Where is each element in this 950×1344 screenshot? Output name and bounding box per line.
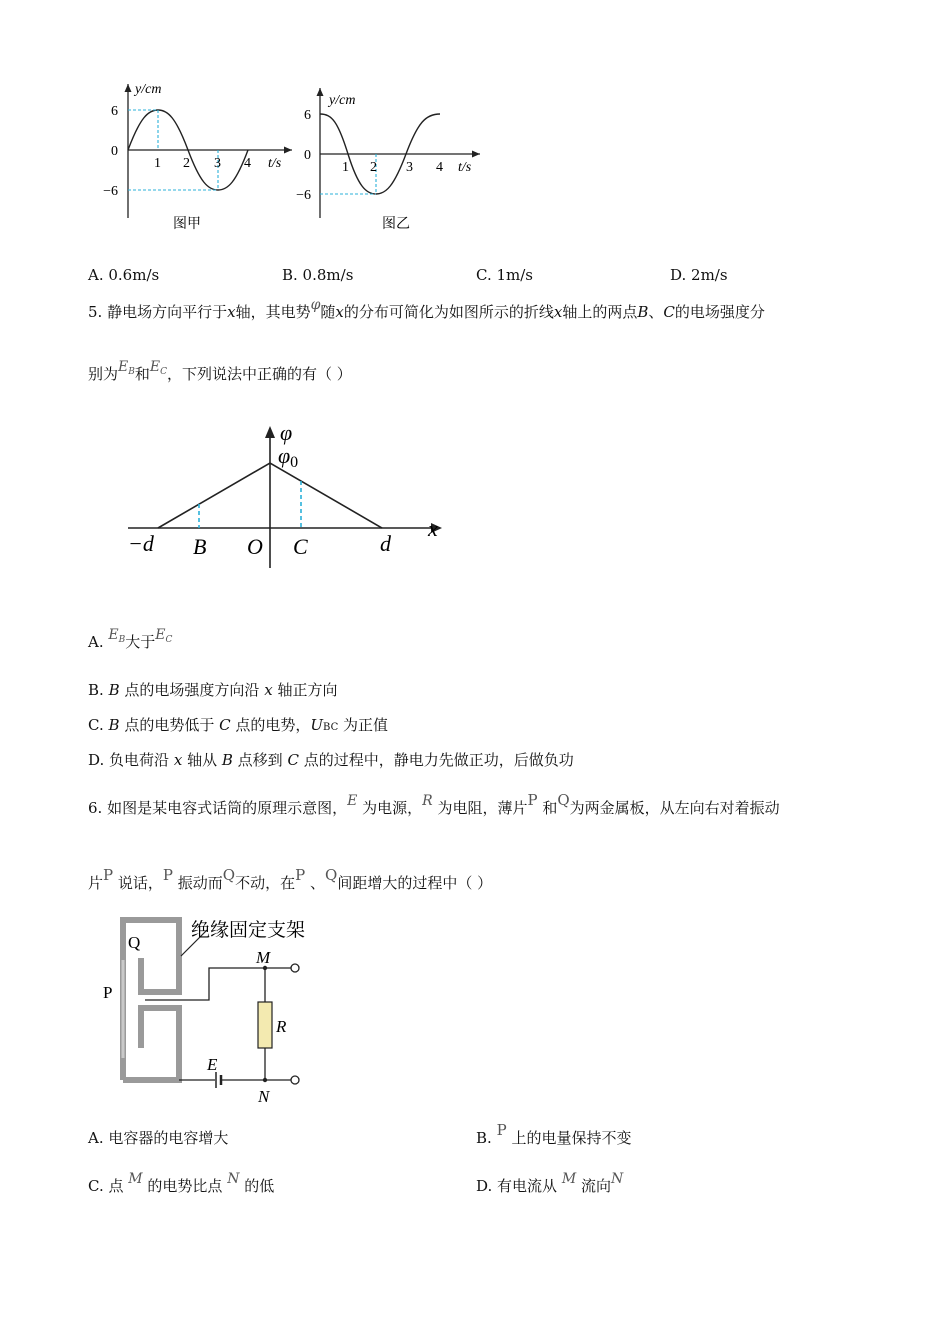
bracket-label: 绝缘固定支架 — [191, 919, 306, 941]
graph-b-ytick-0: 0 — [304, 148, 311, 163]
graph-b-xtick-4: 4 — [436, 160, 443, 175]
graph-a-ytick-0: 0 — [111, 144, 118, 159]
node-n-label: N — [258, 1087, 270, 1106]
q6-stem-line2: 片P 说话，P 振动而Q不动，在P 、Q间距增大的过程中（ ） — [88, 866, 493, 892]
plate-q-label: Q — [128, 933, 141, 952]
battery-label: E — [207, 1055, 218, 1074]
q5-option-c[interactable]: C. B 点的电势低于 C 点的电势，UBC 为正值 — [88, 716, 389, 734]
ec-symbol: $E_C$ — [149, 359, 168, 377]
graph-a-xtick-1: 1 — [154, 156, 161, 171]
phi0-label: φ0 — [278, 443, 299, 471]
phi-symbol: φ — [310, 297, 321, 313]
graph-b-ytick-6: 6 — [304, 108, 311, 123]
graph-a — [92, 78, 302, 238]
phi-axis-label: φ — [280, 420, 293, 445]
q4-option-d[interactable]: D. 2m/s — [670, 266, 728, 284]
q5-stem-line2: 别为$E_B$和$E_C$，下列说法中正确的有（ ） — [88, 359, 352, 383]
q4-option-c[interactable]: C. 1m/s — [476, 266, 533, 284]
graph-a-xtick-2: 2 — [183, 156, 190, 171]
graph-a-xlabel: t/s — [268, 156, 282, 171]
graph-b — [290, 80, 490, 240]
resistor-label: R — [276, 1017, 287, 1036]
q6-option-d[interactable]: D. 有电流从 M 流向N — [476, 1171, 624, 1195]
point-b-label: B — [193, 534, 207, 559]
point-c-label: C — [293, 534, 308, 559]
graph-b-ytick-neg6: −6 — [296, 188, 311, 203]
q5-option-d[interactable]: D. 负电荷沿 x 轴从 B 点移到 C 点的过程中，静电力先做正功，后做负功 — [88, 751, 574, 769]
eb-symbol: $E_B$ — [118, 359, 135, 377]
graph-b-xtick-3: 3 — [406, 160, 413, 175]
graph-b-xtick-2: 2 — [370, 160, 377, 175]
neg-d-label: −d — [128, 531, 154, 556]
microphone-diagram — [95, 908, 335, 1108]
graph-a-ytick-neg6: −6 — [103, 184, 118, 199]
graph-b-ylabel: y/cm — [329, 93, 356, 108]
q5-option-b[interactable]: B. B 点的电场强度方向沿 x 轴正方向 — [88, 681, 338, 699]
graph-a-xtick-3: 3 — [214, 156, 221, 171]
d-label: d — [380, 531, 391, 556]
potential-diagram — [120, 418, 460, 578]
resistor — [258, 1002, 272, 1048]
q6-stem-line1: 6. 如图是某电容式话筒的原理示意图，E 为电源，R 为电阻，薄片P 和Q为两金属板，从左向右对着振动 — [88, 791, 780, 817]
graph-a-ytick-6: 6 — [111, 104, 118, 119]
q5-option-a[interactable]: A. $E_B$大于$E_C$ — [88, 627, 173, 651]
graph-b-xlabel: t/s — [458, 160, 472, 175]
graph-a-ylabel: y/cm — [135, 82, 162, 97]
graph-b-xtick-1: 1 — [342, 160, 349, 175]
graph-a-xtick-4: 4 — [244, 156, 251, 171]
q6-option-c[interactable]: C. 点 M 的电势比点 N 的低 — [88, 1171, 275, 1195]
q4-option-a[interactable]: A. 0.6m/s — [88, 266, 160, 284]
q5-stem-line1: 5. 静电场方向平行于x轴，其电势φ随x的分布可简化为如图所示的折线x轴上的两点B、C的电场强度分 — [88, 297, 765, 321]
q4-option-b[interactable]: B. 0.8m/s — [282, 266, 354, 284]
x-axis-label: x — [428, 516, 438, 541]
q6-option-b[interactable]: B. P 上的电量保持不变 — [476, 1121, 632, 1147]
q6-option-a[interactable]: A. 电容器的电容增大 — [88, 1129, 229, 1147]
graph-a-caption: 图甲 — [173, 217, 201, 232]
graph-b-caption: 图乙 — [382, 217, 410, 232]
plate-p-label: P — [103, 983, 113, 1002]
origin-label: O — [247, 534, 263, 559]
node-m-label: M — [256, 948, 271, 967]
